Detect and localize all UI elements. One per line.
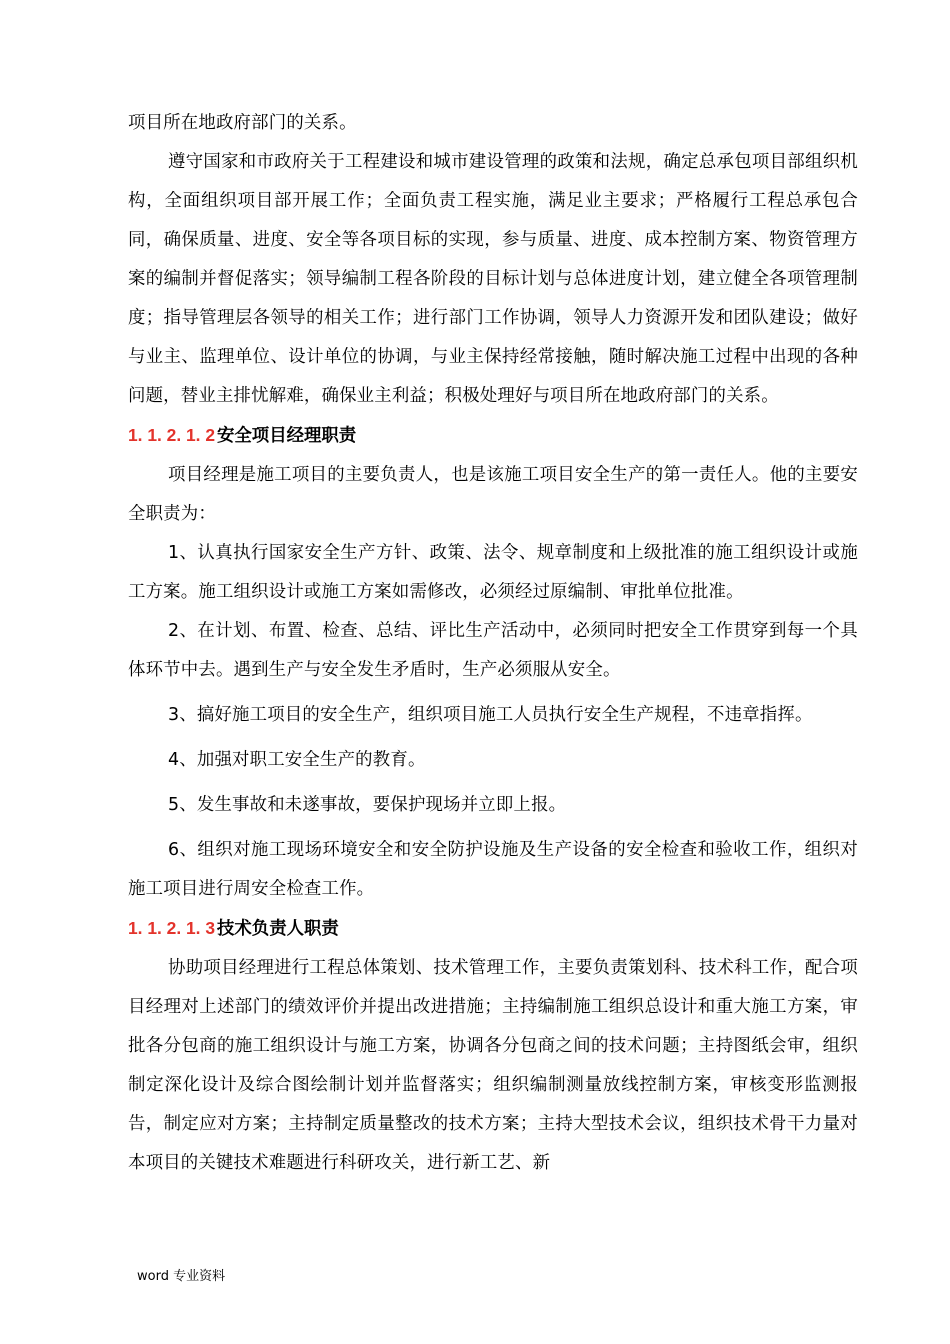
section-number: 1. 1. 2. 1. 3 <box>128 918 216 938</box>
paragraph-continuation: 项目所在地政府部门的关系。 <box>128 113 357 133</box>
list-item-safety-6: 6、组织对施工现场环境安全和安全防护设施及生产设备的安全检查和验收工作，组织对施工项目进行周安全检查工作。 <box>128 840 858 899</box>
list-item-safety-5: 5、发生事故和未遂事故，要保护现场并立即上报。 <box>168 795 567 815</box>
section-heading-technical-lead <box>128 909 858 949</box>
page-footer: word 专业资料 <box>137 1269 226 1284</box>
list-item-safety-3: 3、搞好施工项目的安全生产，组织项目施工人员执行安全生产规程，不违章指挥。 <box>168 705 813 725</box>
paragraph-safety-intro: 项目经理是施工项目的主要负责人，也是该施工项目安全生产的第一责任人。他的主要安全职责为： <box>128 465 858 524</box>
section-heading-safety-manager <box>128 416 858 456</box>
paragraph-manager-duties: 遵守国家和市政府关于工程建设和城市建设管理的政策和法规，确定总承包项目部组织机构，全面组织项目部开展工作；全面负责工程实施，满足业主要求；严格履行工程总承包合同，确保质量、进度、安全等各项目标的实现，参与质量、进度、成本控制方案、物资管理方案的编制并督促落实；领导编制工程各阶段的目标计划与总体进度计划，建立健全各项管理制度；指导管理层各领导的相关工作；进行部门工作协调，领导人力资源开发和团队建设；做好与业主、监理单位、设计单位的协调，与业主保持经常接触，随时解决施工过程中出现的各种问题，替业主排忧解难，确保业主利益；积极处理好与项目所在地政府部门的关系。 <box>128 152 858 406</box>
list-item-safety-4: 4、加强对职工安全生产的教育。 <box>168 750 426 770</box>
list-item-safety-2: 2、在计划、布置、检查、总结、评比生产活动中，必须同时把安全工作贯穿到每一个具体环节中去。遇到生产与安全发生矛盾时，生产必须服从安全。 <box>128 621 858 680</box>
section-title: 技术负责人职责 <box>217 919 339 939</box>
section-number: 1. 1. 2. 1. 2 <box>128 425 216 445</box>
section-title: 安全项目经理职责 <box>217 426 357 446</box>
document-body <box>128 104 858 1183</box>
list-item-safety-1: 1、认真执行国家安全生产方针、政策、法令、规章制度和上级批准的施工组织设计或施工方案。施工组织设计或施工方案如需修改，必须经过原编制、审批单位批准。 <box>128 543 858 602</box>
paragraph-technical-lead-duties: 协助项目经理进行工程总体策划、技术管理工作，主要负责策划科、技术科工作，配合项目经理对上述部门的绩效评价并提出改进措施；主持编制施工组织总设计和重大施工方案，审批各分包商的施工组织设计与施工方案，协调各分包商之间的技术问题；主持图纸会审，组织制定深化设计及综合图绘制计划并监督落实；组织编制测量放线控制方案，审核变形监测报告，制定应对方案；主持制定质量整改的技术方案；主持大型技术会议，组织技术骨干力量对本项目的关键技术难题进行科研攻关，进行新工艺、新 <box>128 958 858 1173</box>
